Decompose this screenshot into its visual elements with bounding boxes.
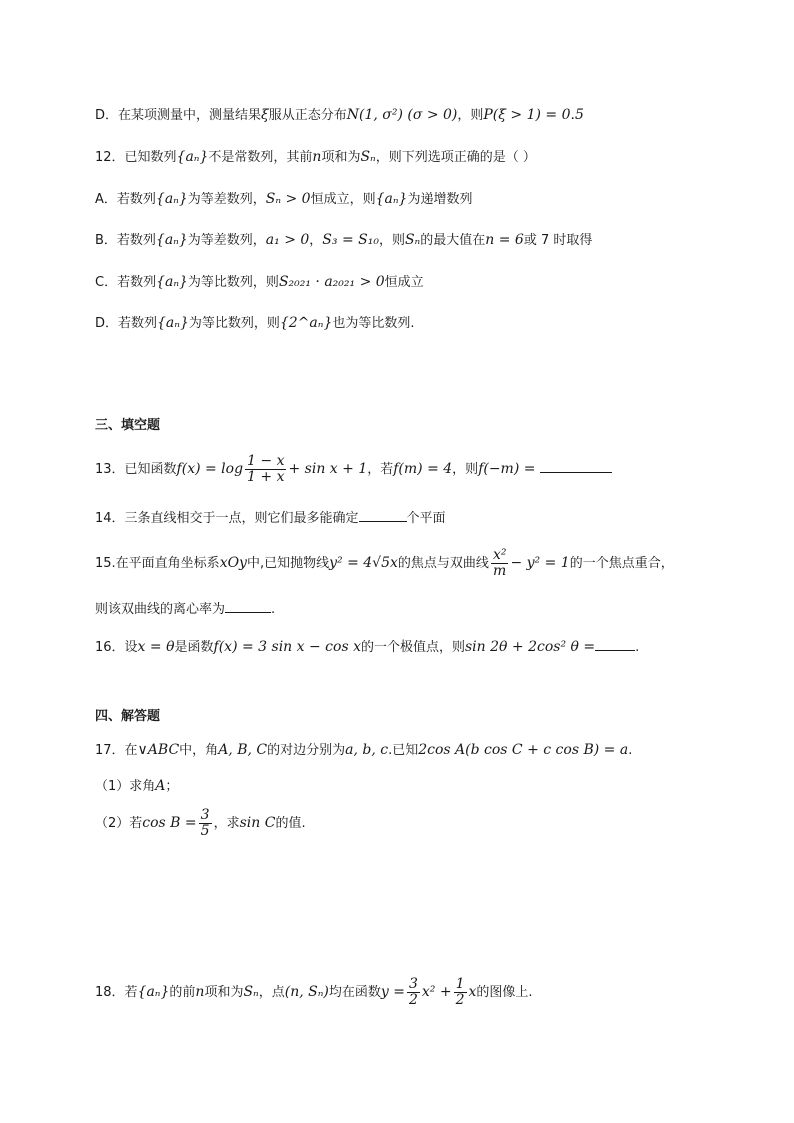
text: 则该双曲线的离心率为 bbox=[95, 602, 226, 617]
answer-blank[interactable] bbox=[540, 458, 612, 473]
text: 13．已知函数 bbox=[95, 462, 177, 477]
q17-part1 bbox=[95, 776, 178, 797]
math-hyperbola: − y² = 1 bbox=[510, 555, 570, 571]
math-var: x bbox=[468, 984, 477, 1000]
text: 中,已知抛物线 bbox=[246, 556, 330, 571]
text: 的一个焦点重合， bbox=[569, 556, 674, 571]
math-xi: ξ bbox=[261, 107, 269, 123]
math-expr: x² + bbox=[421, 984, 452, 1000]
text: ，点 bbox=[258, 985, 285, 1000]
fraction-denominator: 2 bbox=[408, 992, 418, 1008]
text: 的对边分别为 bbox=[267, 743, 346, 758]
text: 个平面 bbox=[406, 511, 446, 526]
text: 17．在 bbox=[95, 743, 138, 758]
math-cond: a₁ > 0 bbox=[265, 232, 310, 248]
text: ， bbox=[309, 233, 323, 248]
text: 服从正态分布 bbox=[268, 108, 347, 123]
q13 bbox=[95, 451, 612, 488]
fraction-numerator: 3 bbox=[408, 975, 418, 992]
math-angle: A bbox=[155, 778, 166, 794]
text: ； bbox=[165, 779, 179, 794]
math-cond: Sₙ > 0 bbox=[265, 191, 311, 207]
math-coord: xOy bbox=[219, 555, 247, 571]
text: . bbox=[628, 743, 633, 758]
text: 也为等比数列. bbox=[332, 316, 415, 331]
fraction bbox=[491, 548, 509, 580]
text: D．在某项测量中，测量结果 bbox=[95, 108, 262, 123]
text: 恒成立，则 bbox=[310, 192, 376, 207]
text: 15.在平面直角坐标系 bbox=[95, 556, 220, 571]
text: 18．若 bbox=[95, 985, 138, 1000]
math-expr: cos B = bbox=[142, 815, 197, 831]
text: 不是常数列，其前 bbox=[208, 150, 313, 165]
text: （1）求角 bbox=[95, 779, 156, 794]
text: ，若 bbox=[367, 462, 394, 477]
q15 bbox=[95, 545, 674, 582]
text: 为等比数列，则 bbox=[187, 275, 279, 290]
math-cond: f(m) = 4 bbox=[393, 461, 453, 477]
q16 bbox=[95, 636, 639, 658]
math-parabola: y² = 4√5x bbox=[329, 555, 398, 571]
text: 均在函数 bbox=[328, 985, 381, 1000]
text: 恒成立 bbox=[384, 275, 424, 290]
q18 bbox=[95, 974, 533, 1011]
text: 12．已知数列 bbox=[95, 150, 177, 165]
text: 的图像上. bbox=[476, 985, 533, 1000]
text: .已知 bbox=[388, 743, 419, 758]
text: B．若数列 bbox=[95, 233, 156, 248]
q12-option-a bbox=[95, 189, 472, 210]
math-func: f(x) = 3 sin x − cos x bbox=[213, 639, 361, 655]
math-cond: n = 6 bbox=[485, 232, 524, 248]
text: 的一个极值点，则 bbox=[360, 640, 465, 655]
fraction bbox=[199, 808, 212, 840]
math-seq: {aₙ} bbox=[155, 191, 188, 207]
text: （2）若 bbox=[95, 816, 143, 831]
math-n: n bbox=[195, 984, 205, 1000]
math-expr: f(−m) = bbox=[478, 461, 536, 477]
text: 的焦点与双曲线 bbox=[397, 556, 489, 571]
text: 项和为 bbox=[204, 985, 244, 1000]
text: C．若数列 bbox=[95, 275, 157, 290]
text: 为递增数列 bbox=[407, 192, 473, 207]
math-equation: 2cos A(b cos C + c cos B) = a bbox=[418, 742, 629, 758]
q15-line2 bbox=[95, 598, 275, 620]
math-sn: Sₙ bbox=[243, 984, 259, 1000]
math-expr: sin 2θ + 2cos² θ = bbox=[465, 639, 596, 655]
q12-option-c bbox=[95, 272, 424, 293]
q17 bbox=[95, 740, 632, 761]
math-expr: S₂₀₂₁ · a₂₀₂₁ > 0 bbox=[278, 274, 385, 290]
answer-blank[interactable] bbox=[359, 507, 407, 522]
text: 项和为 bbox=[321, 150, 361, 165]
math-sn: Sₙ bbox=[360, 149, 376, 165]
text: 16．设 bbox=[95, 640, 138, 655]
text: ，则下列选项正确的是（ ） bbox=[375, 150, 536, 165]
text: D．若数列 bbox=[95, 316, 158, 331]
q11-option-d bbox=[95, 105, 584, 126]
math-cond: S₃ = S₁₀ bbox=[322, 232, 379, 248]
math-seq: {aₙ} bbox=[155, 232, 188, 248]
text: 的最大值在 bbox=[420, 233, 486, 248]
fraction bbox=[245, 454, 286, 486]
text: 为等差数列， bbox=[187, 233, 266, 248]
fraction bbox=[407, 977, 420, 1009]
text: 的前 bbox=[169, 985, 196, 1000]
fraction-denominator: 2 bbox=[455, 992, 465, 1008]
math-expr: {2^aₙ} bbox=[279, 315, 333, 331]
math-point: (n, Sₙ) bbox=[284, 984, 329, 1000]
math-seq: {aₙ} bbox=[176, 149, 209, 165]
text: 为等差数列， bbox=[187, 192, 266, 207]
fraction-numerator: 1 − x bbox=[247, 452, 285, 469]
section-heading: 四、解答题 bbox=[95, 709, 161, 724]
math-distribution: N(1, σ²) (σ > 0) bbox=[346, 107, 458, 123]
math-triangle: ∨ABC bbox=[137, 742, 180, 758]
text: . bbox=[271, 602, 276, 617]
fraction-numerator: 1 bbox=[455, 975, 465, 992]
text: 为等比数列，则 bbox=[188, 316, 280, 331]
math-sn: Sₙ bbox=[404, 232, 421, 248]
math-expr: y = bbox=[380, 984, 405, 1000]
math-expr: sin C bbox=[239, 815, 276, 831]
fraction bbox=[454, 977, 467, 1009]
text: . bbox=[635, 640, 640, 655]
text: 14．三条直线相交于一点，则它们最多能确定 bbox=[95, 511, 359, 526]
math-sides: a, b, c bbox=[345, 742, 389, 758]
text: 中，角 bbox=[179, 743, 219, 758]
text: 是函数 bbox=[174, 640, 214, 655]
text: 的值. bbox=[275, 816, 306, 831]
answer-blank[interactable] bbox=[225, 598, 271, 613]
q12-option-d bbox=[95, 313, 415, 334]
q12-stem bbox=[95, 147, 536, 168]
math-probability: P(ξ > 1) = 0.5 bbox=[483, 107, 584, 123]
math-seq: {aₙ} bbox=[375, 191, 408, 207]
math-seq: {aₙ} bbox=[156, 274, 188, 290]
math-angles: A, B, C bbox=[218, 742, 268, 758]
math-seq: {aₙ} bbox=[137, 984, 170, 1000]
fraction-denominator: m bbox=[493, 563, 507, 579]
math-n: n bbox=[312, 149, 322, 165]
section-heading: 三、填空题 bbox=[95, 418, 161, 433]
text: ，则 bbox=[452, 462, 479, 477]
text: ，则 bbox=[378, 233, 405, 248]
math-cond: x = θ bbox=[137, 639, 175, 655]
math-func: f(x) = log bbox=[176, 461, 244, 477]
math-seq: {aₙ} bbox=[157, 315, 189, 331]
q17-part2 bbox=[95, 805, 306, 842]
q14 bbox=[95, 507, 446, 529]
math-expr: + sin x + 1 bbox=[288, 461, 368, 477]
text: A．若数列 bbox=[95, 192, 156, 207]
text: ，求 bbox=[213, 816, 240, 831]
q12-option-b bbox=[95, 230, 592, 251]
fraction-numerator: 3 bbox=[200, 806, 210, 823]
fraction-numerator: x² bbox=[492, 546, 507, 563]
text: 或 7 时取得 bbox=[523, 233, 593, 248]
text: ，则 bbox=[457, 108, 484, 123]
fraction-denominator: 1 + x bbox=[247, 469, 285, 485]
fraction-denominator: 5 bbox=[200, 823, 210, 839]
answer-blank[interactable] bbox=[595, 636, 635, 651]
